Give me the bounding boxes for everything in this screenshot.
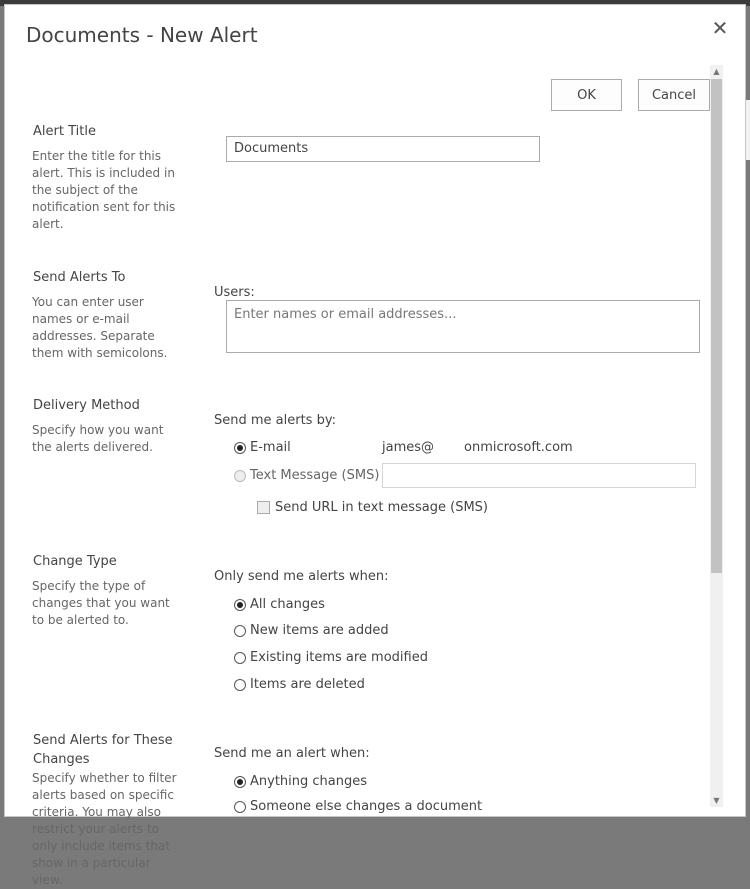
email-user: james@ (382, 440, 435, 455)
filter-heading: Send Alerts for These Changes (33, 733, 173, 767)
email-label: E-mail (250, 440, 291, 455)
email-option[interactable] (234, 440, 291, 455)
filter-description: Specify whether to filter alerts based on specific criteria. You may also restrict your alerts to only include items that show in a particular view. (32, 771, 177, 887)
change-radio-added[interactable] (234, 625, 246, 637)
users-input[interactable] (226, 300, 700, 353)
email-radio[interactable] (234, 442, 246, 454)
sms-label: Text Message (SMS) (250, 468, 380, 483)
filter-radio-anything[interactable] (234, 776, 246, 788)
send-to-heading: Send Alerts To (33, 270, 126, 285)
delivery-prompt: Send me alerts by: (214, 413, 336, 428)
delivery-heading: Delivery Method (33, 398, 140, 413)
sms-number-input[interactable] (382, 463, 696, 488)
sms-url-option[interactable] (257, 500, 488, 515)
change-type-prompt: Only send me alerts when: (214, 569, 389, 584)
dialog-scrollbar[interactable] (710, 65, 723, 807)
sms-option[interactable] (234, 468, 379, 483)
change-option-added[interactable] (234, 623, 389, 638)
scroll-thumb[interactable] (711, 79, 722, 573)
dialog-title: Documents - New Alert (26, 23, 258, 47)
change-radio-modified[interactable] (234, 652, 246, 664)
ok-button[interactable]: OK (551, 79, 622, 111)
filter-prompt: Send me an alert when: (214, 746, 370, 761)
change-type-description: Specify the type of changes that you want to be alerted to. (32, 579, 170, 627)
new-alert-dialog (4, 4, 746, 887)
alert-title-heading: Alert Title (33, 124, 96, 139)
sms-radio[interactable] (234, 470, 246, 482)
alert-title-description: Enter the title for this alert. This is included in the subject of the notification sent for this alert. (32, 149, 176, 231)
cancel-button[interactable]: Cancel (638, 79, 710, 111)
change-label-deleted: Items are deleted (250, 677, 365, 692)
filter-radio-someone-else[interactable] (234, 801, 246, 813)
filter-option-someone-else[interactable] (234, 799, 482, 814)
change-label-added: New items are added (250, 623, 389, 638)
change-radio-deleted[interactable] (234, 679, 246, 691)
alert-title-input[interactable]: Documents (226, 136, 540, 162)
filter-label-someone-else: Someone else changes a document (250, 799, 483, 814)
change-option-deleted[interactable] (234, 677, 365, 692)
filter-label-anything: Anything changes (250, 774, 368, 789)
change-option-modified[interactable] (234, 650, 428, 665)
change-radio-all[interactable] (234, 599, 246, 611)
change-type-heading: Change Type (33, 554, 117, 569)
close-icon[interactable]: ✕ (711, 16, 729, 40)
change-option-all[interactable] (234, 597, 325, 612)
scroll-up-icon[interactable]: ▲ (713, 67, 720, 76)
users-placeholder: Enter names or email addresses... (234, 307, 457, 322)
dialog-content (5, 65, 711, 887)
sms-url-label: Send URL in text message (SMS) (275, 500, 488, 515)
scroll-down-icon[interactable]: ▼ (713, 796, 720, 805)
send-to-description: You can enter user names or e-mail addresses. Separate them with semicolons. (32, 295, 168, 360)
email-domain: onmicrosoft.com (464, 440, 573, 455)
delivery-description: Specify how you want the alerts delivered. (32, 423, 164, 454)
filter-option-anything[interactable] (234, 774, 367, 789)
users-label: Users: (214, 285, 255, 300)
change-label-all: All changes (250, 597, 325, 612)
sms-url-checkbox[interactable] (257, 501, 270, 514)
change-label-modified: Existing items are modified (250, 650, 428, 665)
